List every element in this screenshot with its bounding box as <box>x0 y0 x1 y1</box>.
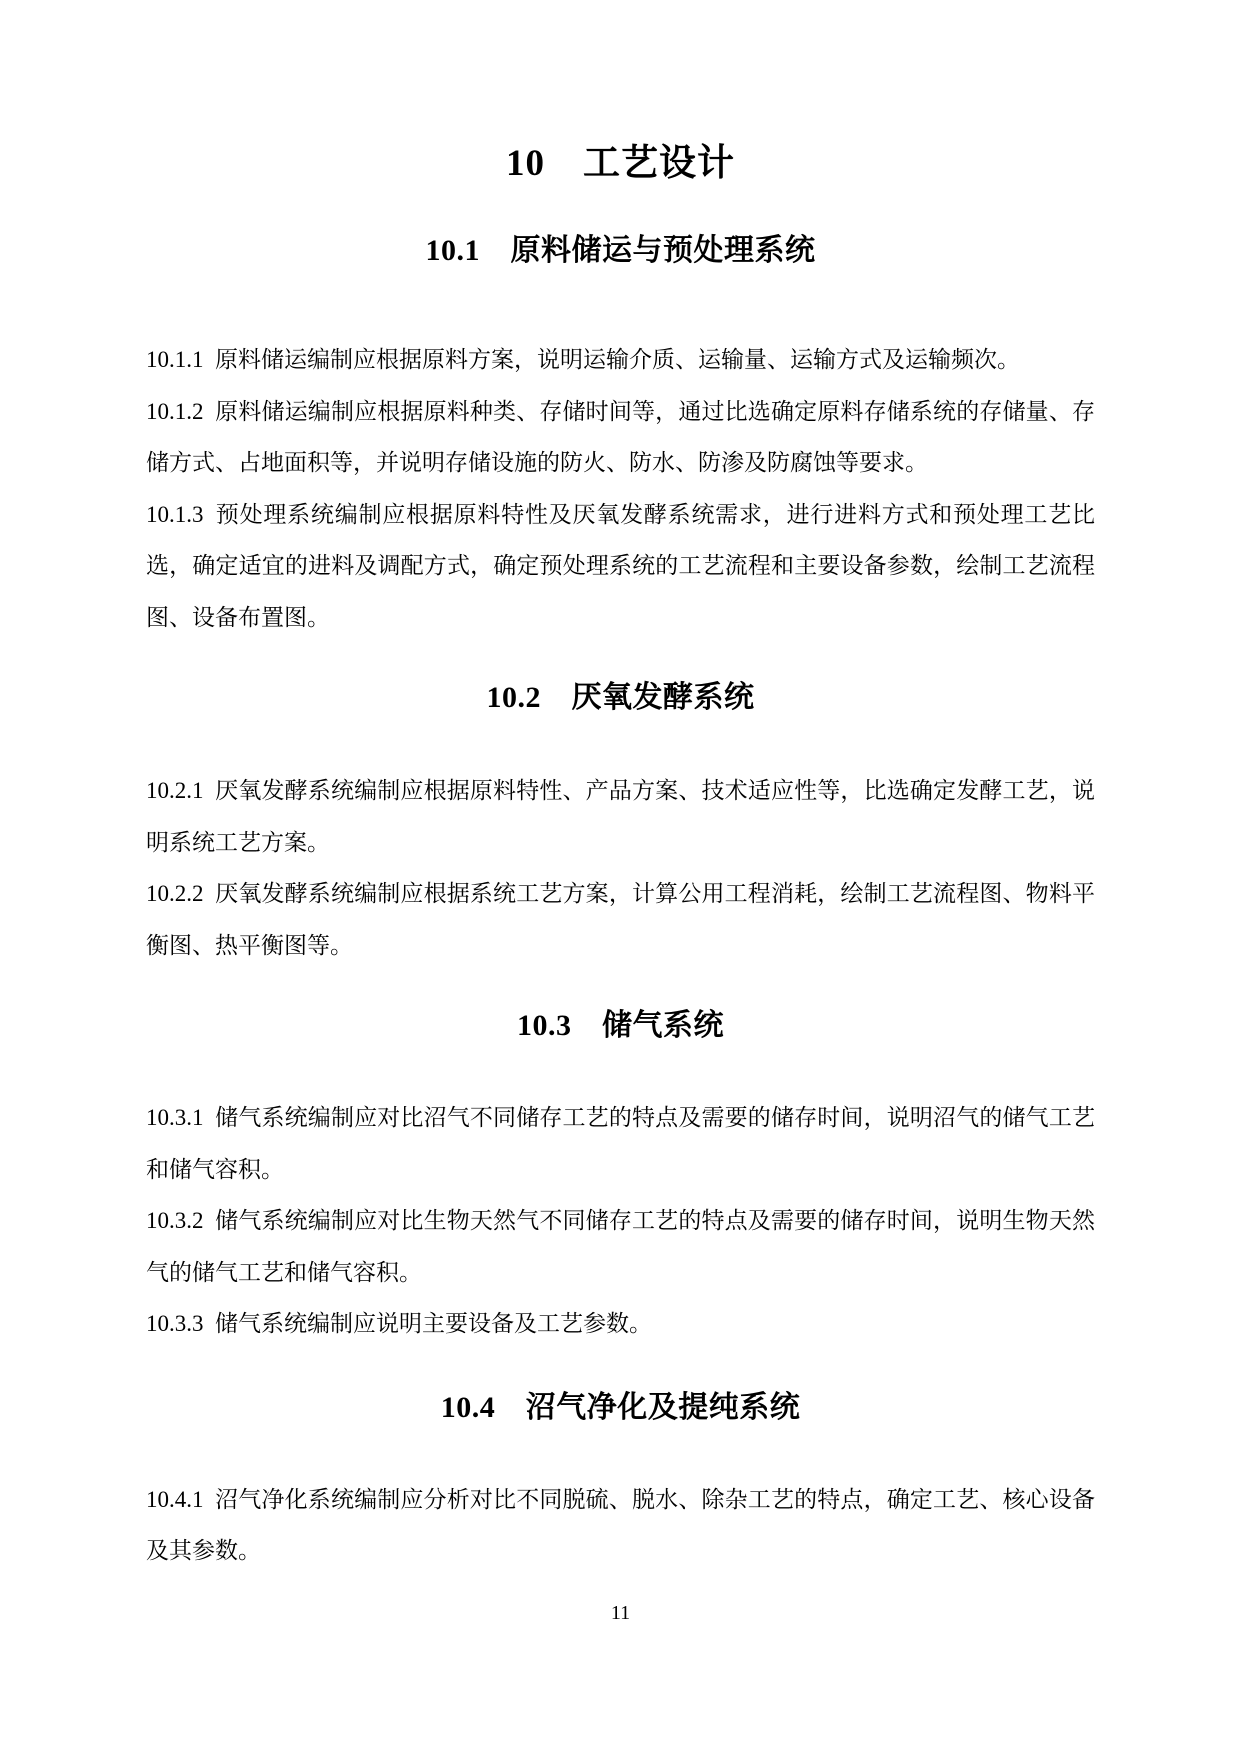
section-10-4 <box>146 1387 1095 1577</box>
clause-paragraph-10-2-1: 10.2.1 厌氧发酵系统编制应根据原料特性、产品方案、技术适应性等，比选确定发酵工艺，说明系统工艺方案。 <box>146 778 1095 855</box>
section-body <box>146 765 1095 971</box>
clause-paragraph-10-1-1: 10.1.1 原料储运编制应根据原料方案，说明运输介质、运输量、运输方式及运输频次。 <box>146 347 1020 372</box>
clause-paragraph-10-1-3: 10.1.3 预处理系统编制应根据原料特性及厌氧发酵系统需求，进行进料方式和预处理工艺比选，确定适宜的进料及调配方式，确定预处理系统的工艺流程和主要设备参数，绘制工艺流程图、设备布置图。 <box>146 501 1095 630</box>
page-number: 11 <box>610 1601 631 1624</box>
section-heading-10-3: 10.3 储气系统 <box>517 1009 724 1042</box>
clause-paragraph-10-1-2: 10.1.2 原料储运编制应根据原料种类、存储时间等，通过比选确定原料存储系统的存储量、存储方式、占地面积等，并说明存储设施的防火、防水、防渗及防腐蚀等要求。 <box>146 398 1095 475</box>
clause-paragraph-10-3-1: 10.3.1 储气系统编制应对比沼气不同储存工艺的特点及需要的储存时间，说明沼气的储气工艺和储气容积。 <box>146 1105 1095 1182</box>
section-heading-10-2: 10.2 厌氧发酵系统 <box>486 681 755 714</box>
clause-paragraph-10-3-3: 10.3.3 储气系统编制应说明主要设备及工艺参数。 <box>146 1311 652 1336</box>
section-heading-10-4: 10.4 沼气净化及提纯系统 <box>440 1390 801 1424</box>
clause-paragraph-10-3-2: 10.3.2 储气系统编制应对比生物天然气不同储存工艺的特点及需要的储存时间，说明生物天然气的储气工艺和储气容积。 <box>146 1208 1095 1285</box>
page-footer <box>146 1599 1095 1627</box>
section-10-3 <box>146 1005 1095 1350</box>
chapter-title: 10 工艺设计 <box>506 143 735 184</box>
section-heading-10-1: 10.1 原料储运与预处理系统 <box>425 234 816 267</box>
section-body <box>146 334 1095 643</box>
section-10-1 <box>146 230 1095 643</box>
section-body <box>146 1474 1095 1577</box>
clause-paragraph-10-4-1: 10.4.1 沼气净化系统编制应分析对比不同脱硫、脱水、除杂工艺的特点，确定工艺、核心设备及其参数。 <box>146 1486 1095 1563</box>
clause-paragraph-10-2-2: 10.2.2 厌氧发酵系统编制应根据系统工艺方案，计算公用工程消耗，绘制工艺流程图、物料平衡图、热平衡图等。 <box>146 881 1095 958</box>
section-body <box>146 1092 1095 1350</box>
section-10-2 <box>146 677 1095 971</box>
